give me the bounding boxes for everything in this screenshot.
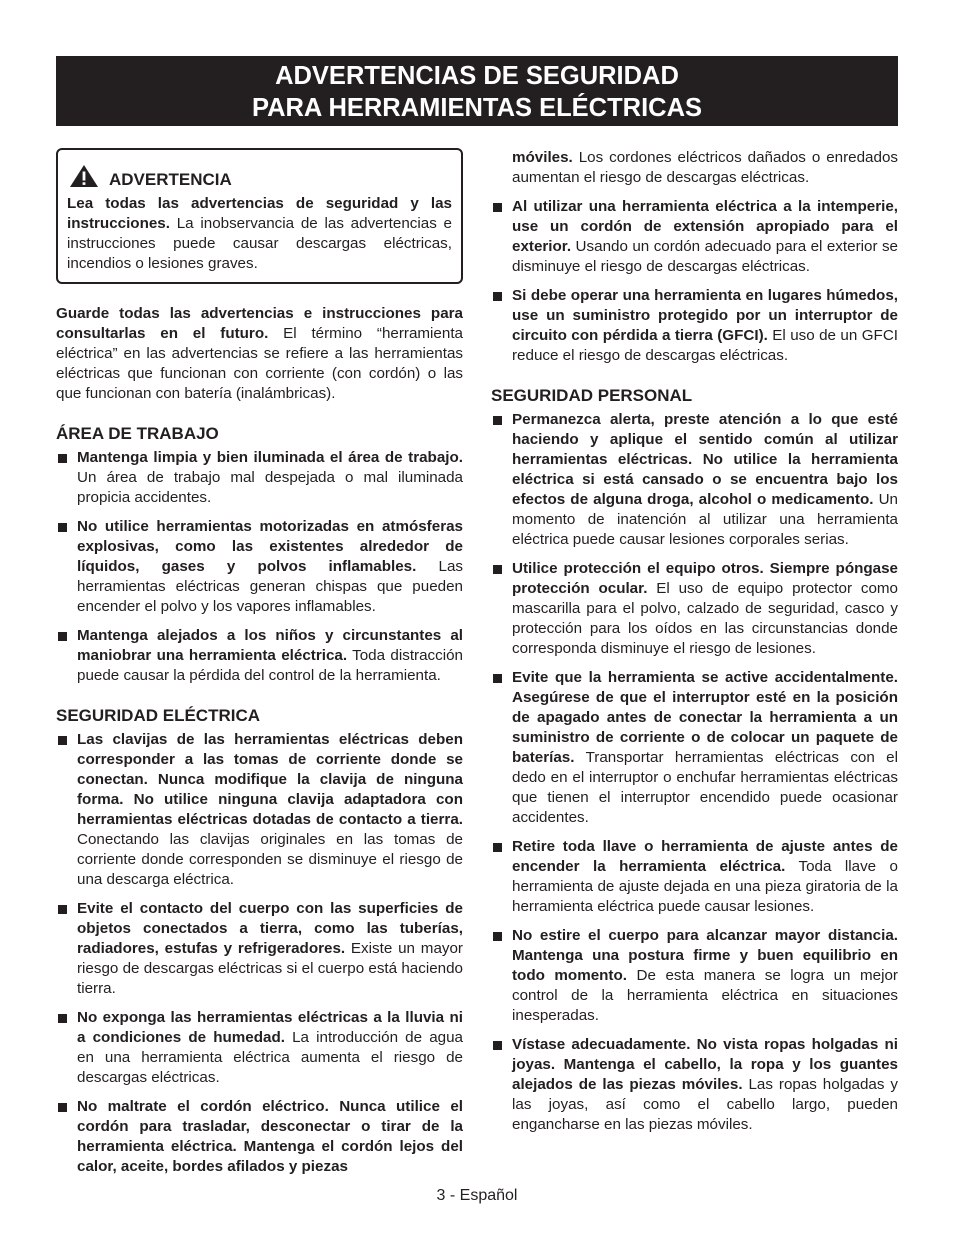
bullet-icon (58, 523, 67, 532)
title-line-1: ADVERTENCIAS DE SEGURIDAD (275, 62, 679, 90)
section-heading-area: ÁREA DE TRABAJO (56, 424, 219, 443)
list-item: Evite que la herramienta se active accidentalmente. Asegúrese de que el interruptor esté en la posición de apagado antes de conectar la herramienta a un suministro de corriente o de colocar un paquete de baterías. Transportar herramientas eléctricas con el dedo en el interruptor o enchufar herramientas eléctricas que tienen el interruptor encendido puede ocasionar accidentes. (491, 668, 898, 828)
personal-list (491, 410, 898, 1135)
bullet-icon (493, 565, 502, 574)
bullet-icon (493, 416, 502, 425)
bullet-icon (58, 736, 67, 745)
list-item: Al utilizar una herramienta eléctrica a la intemperie, use un cordón de extensión apropiado para el exterior. Usando un cordón adecuado para el exterior se disminuye el riesgo de descargas eléctricas. (491, 197, 898, 277)
list-item: No exponga las herramientas eléctricas a la lluvia ni a condiciones de humedad. La introducción de agua en una herramienta eléctrica aumenta el riesgo de descargas eléctricas. (56, 1008, 463, 1088)
bullet-icon (493, 203, 502, 212)
bullet-icon (493, 843, 502, 852)
bullet-icon (58, 1103, 67, 1112)
warning-box (56, 148, 463, 284)
electrica-list (56, 730, 463, 1177)
area-list (56, 448, 463, 686)
list-item: No utilice herramientas motorizadas en atmósferas explosivas, como las existentes alrededor de líquidos, gases y polvos inflamables. Las herramientas eléctricas generan chispas que pueden encender el polvo y los vapores inflamables. (56, 517, 463, 617)
list-item: Retire toda llave o herramienta de ajuste antes de encender la herramienta eléctrica. Toda llave o herramienta de ajuste dejada en una pieza giratoria de la herramienta eléctrica puede causar lesiones. (491, 837, 898, 917)
list-item: Evite el contacto del cuerpo con las superficies de objetos conectados a tierra, como las tuberías, radiadores, estufas y refrigeradores. Existe un mayor riesgo de descargas eléctricas si el cuerpo está haciendo tierra. (56, 899, 463, 999)
electrica-list-continued (491, 197, 898, 366)
section-heading-personal: SEGURIDAD PERSONAL (491, 386, 693, 405)
title-line-2: PARA HERRAMIENTAS ELÉCTRICAS (251, 94, 703, 122)
list-item: No maltrate el cordón eléctrico. Nunca utilice el cordón para trasladar, desconectar o tirar de la herramienta eléctrica. Mantenga el cordón lejos del calor, aceite, bordes afilados y piezas (56, 1097, 463, 1177)
warning-triangle-icon (69, 164, 99, 188)
list-item: Mantenga limpia y bien iluminada el área de trabajo. Un área de trabajo mal despejada o mal iluminada propicia accidentes. (56, 448, 463, 508)
warning-label: ADVERTENCIA (109, 170, 232, 189)
right-column (491, 148, 898, 1135)
bullet-icon (58, 1014, 67, 1023)
list-item: Si debe operar una herramienta en lugares húmedos, use un suministro protegido por un interruptor de circuito con pérdida a tierra (GFCI). El uso de un GFCI reduce el riesgo de descargas eléctricas. (491, 286, 898, 366)
section-heading-electrica: SEGURIDAD ELÉCTRICA (56, 706, 261, 725)
bullet-icon (493, 292, 502, 301)
warning-header (67, 164, 452, 188)
list-item: Vístase adecuadamente. No vista ropas holgadas ni joyas. Mantenga el cabello, la ropa y los guantes alejados de las piezas móviles. Las ropas holgadas y las joyas, así como el cabello largo, pueden engancharse en las piezas móviles. (491, 1035, 898, 1135)
page-title (56, 56, 898, 126)
bullet-icon (493, 674, 502, 683)
list-item: No estire el cuerpo para alcanzar mayor distancia. Mantenga una postura firme y buen equilibrio en todo momento. De esta manera se logra un mejor control de la herramienta eléctrica en situaciones inesperadas. (491, 926, 898, 1026)
list-item: Mantenga alejados a los niños y circunstantes al maniobrar una herramienta eléctrica. Toda distracción puede causar la pérdida del control de la herramienta. (56, 626, 463, 686)
list-item: Utilice protección el equipo otros. Siempre póngase protección ocular. El uso de equipo protector como mascarilla para el polvo, calzado de seguridad, casco y protección para los oídos en las circunstancias donde corresponda disminuye el riesgo de lesiones. (491, 559, 898, 659)
warning-text: Lea todas las advertencias de seguridad y las instrucciones. La inobservancia de las advertencias e instrucciones puede causar descargas eléctricas, incendios o lesiones graves. (67, 195, 452, 272)
intro-paragraph: Guarde todas las advertencias e instrucciones para consultarlas en el futuro. El término “herramienta eléctrica” en las advertencias se refiere a las herramientas eléctricas que funcionan con corriente (con cordón) o las que funcionan con batería (inalámbricas). (56, 305, 463, 402)
list-item: Permanezca alerta, preste atención a lo que esté haciendo y aplique el sentido común al utilizar herramientas eléctricas. No utilice la herramienta eléctrica si está cansado o se encuentra bajo los efectos de alguna droga, alcohol o medicamento. Un momento de inatención al utilizar una herramienta eléctrica puede causar lesiones corporales serias. (491, 410, 898, 550)
bullet-icon (493, 1041, 502, 1050)
bullet-icon (58, 905, 67, 914)
list-item: Las clavijas de las herramientas eléctricas deben corresponder a las tomas de corriente donde se conectan. Nunca modifique la clavija de ninguna forma. No utilice ninguna clavija adaptadora con herramientas eléctricas dotadas de contacto a tierra. Conectando las clavijas originales en las tomas de corriente donde corresponden se disminuye el riesgo de una descarga eléctrica. (56, 730, 463, 890)
bullet-icon (493, 932, 502, 941)
bullet-icon (58, 454, 67, 463)
bullet-icon (58, 632, 67, 641)
page-footer: 3 - Español (436, 1187, 518, 1204)
continued-paragraph: móviles. Los cordones eléctricos dañados o enredados aumentan el riesgo de descargas eléctricas. (512, 149, 898, 186)
left-column (56, 148, 463, 1177)
